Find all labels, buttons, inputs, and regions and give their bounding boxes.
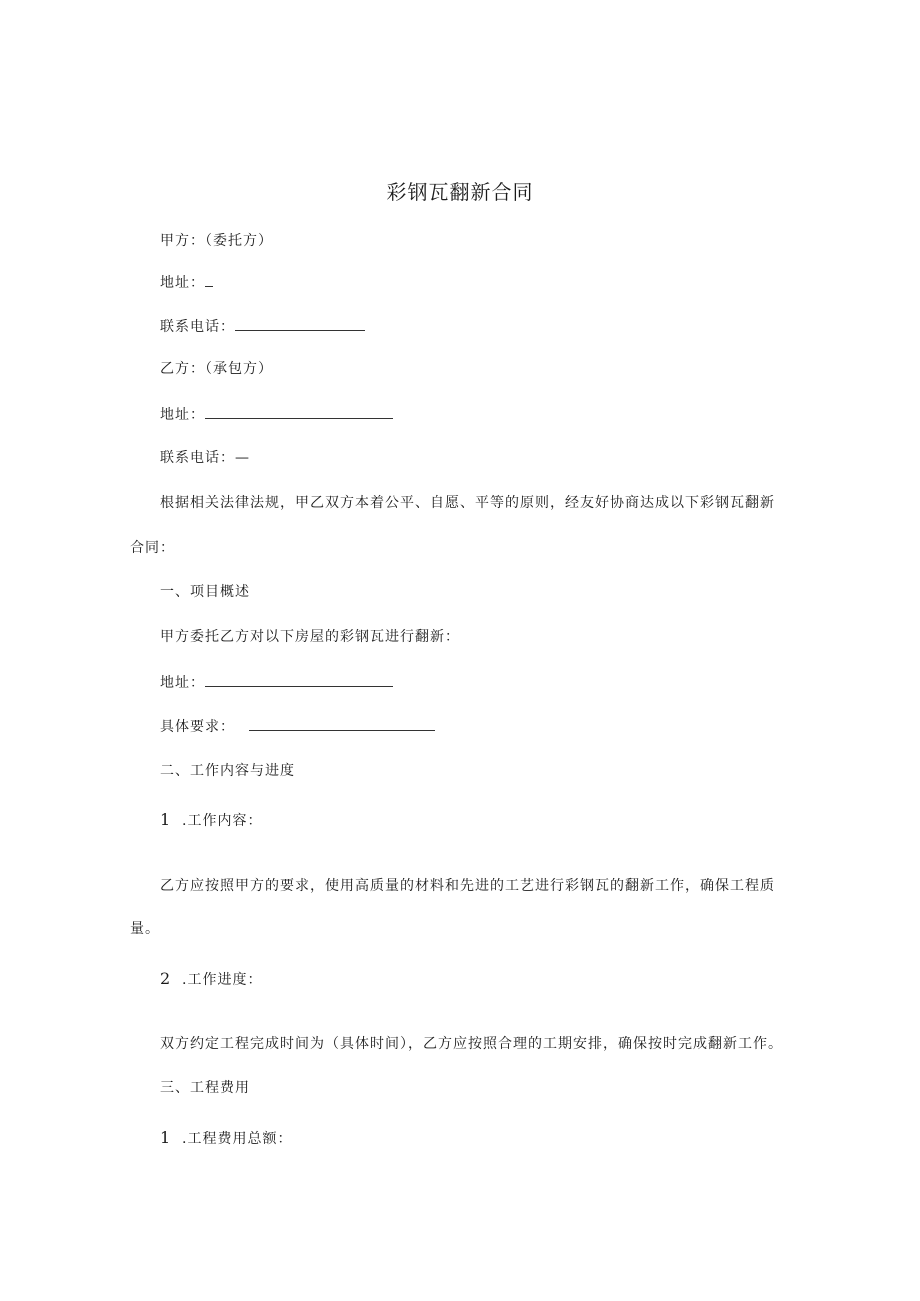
section-1-requirement-label: 具体要求： bbox=[160, 719, 235, 735]
intro-line-2: 合同： bbox=[130, 540, 175, 556]
party-a-phone bbox=[160, 316, 365, 337]
section-3-item-1-label: .工程费用总额： bbox=[182, 1131, 293, 1147]
party-b-address-label: 地址： bbox=[160, 407, 205, 423]
party-a-label: 甲方：（委托方） bbox=[160, 233, 273, 249]
section-1-address bbox=[160, 672, 393, 693]
section-2-item-2 bbox=[160, 969, 262, 990]
section-1-requirement bbox=[160, 716, 435, 737]
section-2-item-1-text-line-1: 乙方应按照甲方的要求，使用高质量的材料和先进的工艺进行彩钢瓦的翻新工作，确保工程质 bbox=[160, 878, 775, 894]
section-2-item-1-label: .工作内容： bbox=[182, 813, 263, 829]
section-1-heading: 一、项目概述 bbox=[160, 584, 250, 600]
section-1-requirement-blank bbox=[249, 716, 435, 731]
section-2-heading: 二、工作内容与进度 bbox=[160, 763, 295, 779]
section-2-item-1 bbox=[160, 810, 262, 831]
party-a-address-blank bbox=[205, 272, 213, 287]
party-a-address-label: 地址： bbox=[160, 275, 205, 291]
section-1-address-label: 地址： bbox=[160, 675, 205, 691]
section-3-item-1-number: 1 bbox=[160, 1128, 172, 1147]
party-b-phone: 联系电话：— bbox=[160, 450, 250, 466]
section-2-item-2-label: .工作进度： bbox=[182, 972, 263, 988]
party-a-phone-blank bbox=[235, 316, 365, 331]
section-2-item-1-text-line-2: 量。 bbox=[130, 921, 160, 937]
party-b-label: 乙方：（承包方） bbox=[160, 361, 273, 377]
party-b-address bbox=[160, 404, 393, 425]
intro-line-1: 根据相关法律法规，甲乙双方本着公平、自愿、平等的原则，经友好协商达成以下彩钢瓦翻新 bbox=[160, 495, 775, 511]
section-1-text: 甲方委托乙方对以下房屋的彩钢瓦进行翻新： bbox=[160, 629, 460, 645]
section-2-item-2-text: 双方约定工程完成时间为（具体时间），乙方应按照合理的工期安排，确保按时完成翻新工作。 bbox=[160, 1036, 783, 1052]
section-3-item-1 bbox=[160, 1128, 292, 1149]
document-title: 彩钢瓦翻新合同 bbox=[386, 180, 534, 204]
section-2-item-1-number: 1 bbox=[160, 810, 172, 829]
party-b-address-blank bbox=[205, 404, 393, 419]
section-1-address-blank bbox=[205, 672, 393, 687]
section-3-heading: 三、工程费用 bbox=[160, 1080, 250, 1096]
section-2-item-2-number: 2 bbox=[160, 969, 172, 988]
party-a-phone-label: 联系电话： bbox=[160, 319, 235, 335]
party-a-address bbox=[160, 272, 213, 293]
